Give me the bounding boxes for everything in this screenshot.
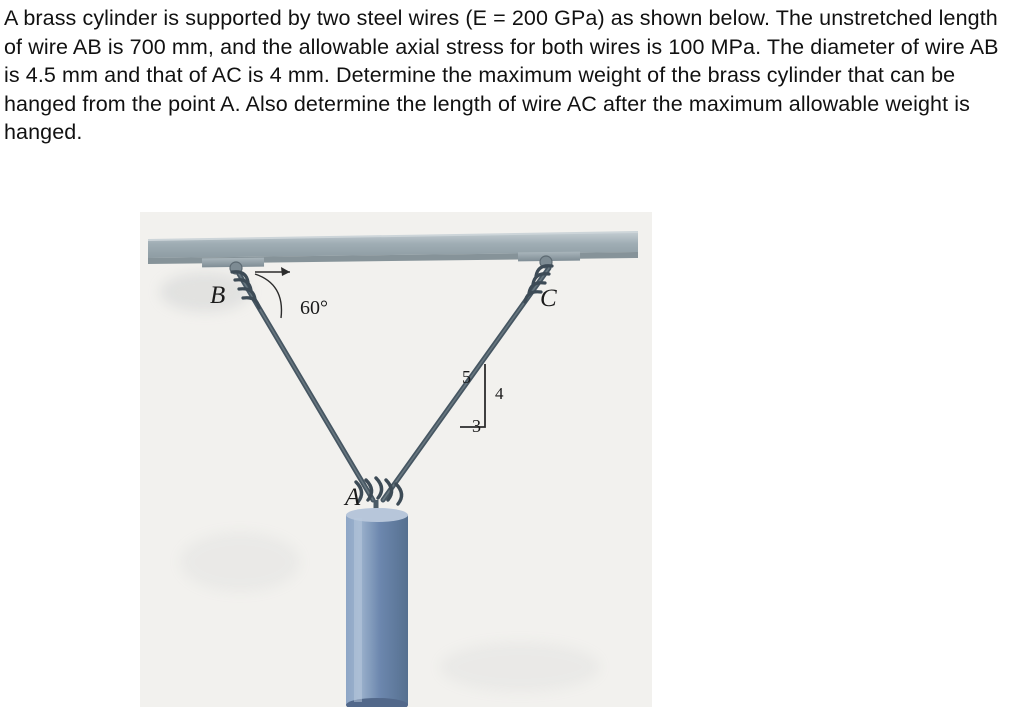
problem-statement — [4, 4, 1020, 147]
angle-arrow-head — [281, 267, 290, 276]
label-slope-vertical: 4 — [495, 384, 504, 403]
problem-statement-text: A brass cylinder is supported by two steel wires (E = 200 GPa) as shown below. The unstretched length of wire AB is 700 mm, and the allowable axial stress for both wires is 100 MPa. The diameter of wire AB is 4.5 mm and that of AC is 4 mm. Determine the maximum weight of the brass cylinder that can be hanged from the point A. Also determine the length of wire AC after the maximum allowable weight is hanged. — [4, 6, 999, 144]
label-point-c: C — [540, 285, 557, 312]
brass-cylinder — [346, 508, 408, 707]
figure-diagram — [140, 212, 652, 707]
label-point-b: B — [210, 282, 226, 309]
label-slope-horizontal: 3 — [472, 416, 481, 436]
label-angle-60: 60° — [300, 297, 328, 319]
label-slope-hypotenuse: 5 — [462, 367, 471, 387]
label-point-a: A — [345, 484, 361, 511]
figure-canvas — [140, 212, 652, 707]
